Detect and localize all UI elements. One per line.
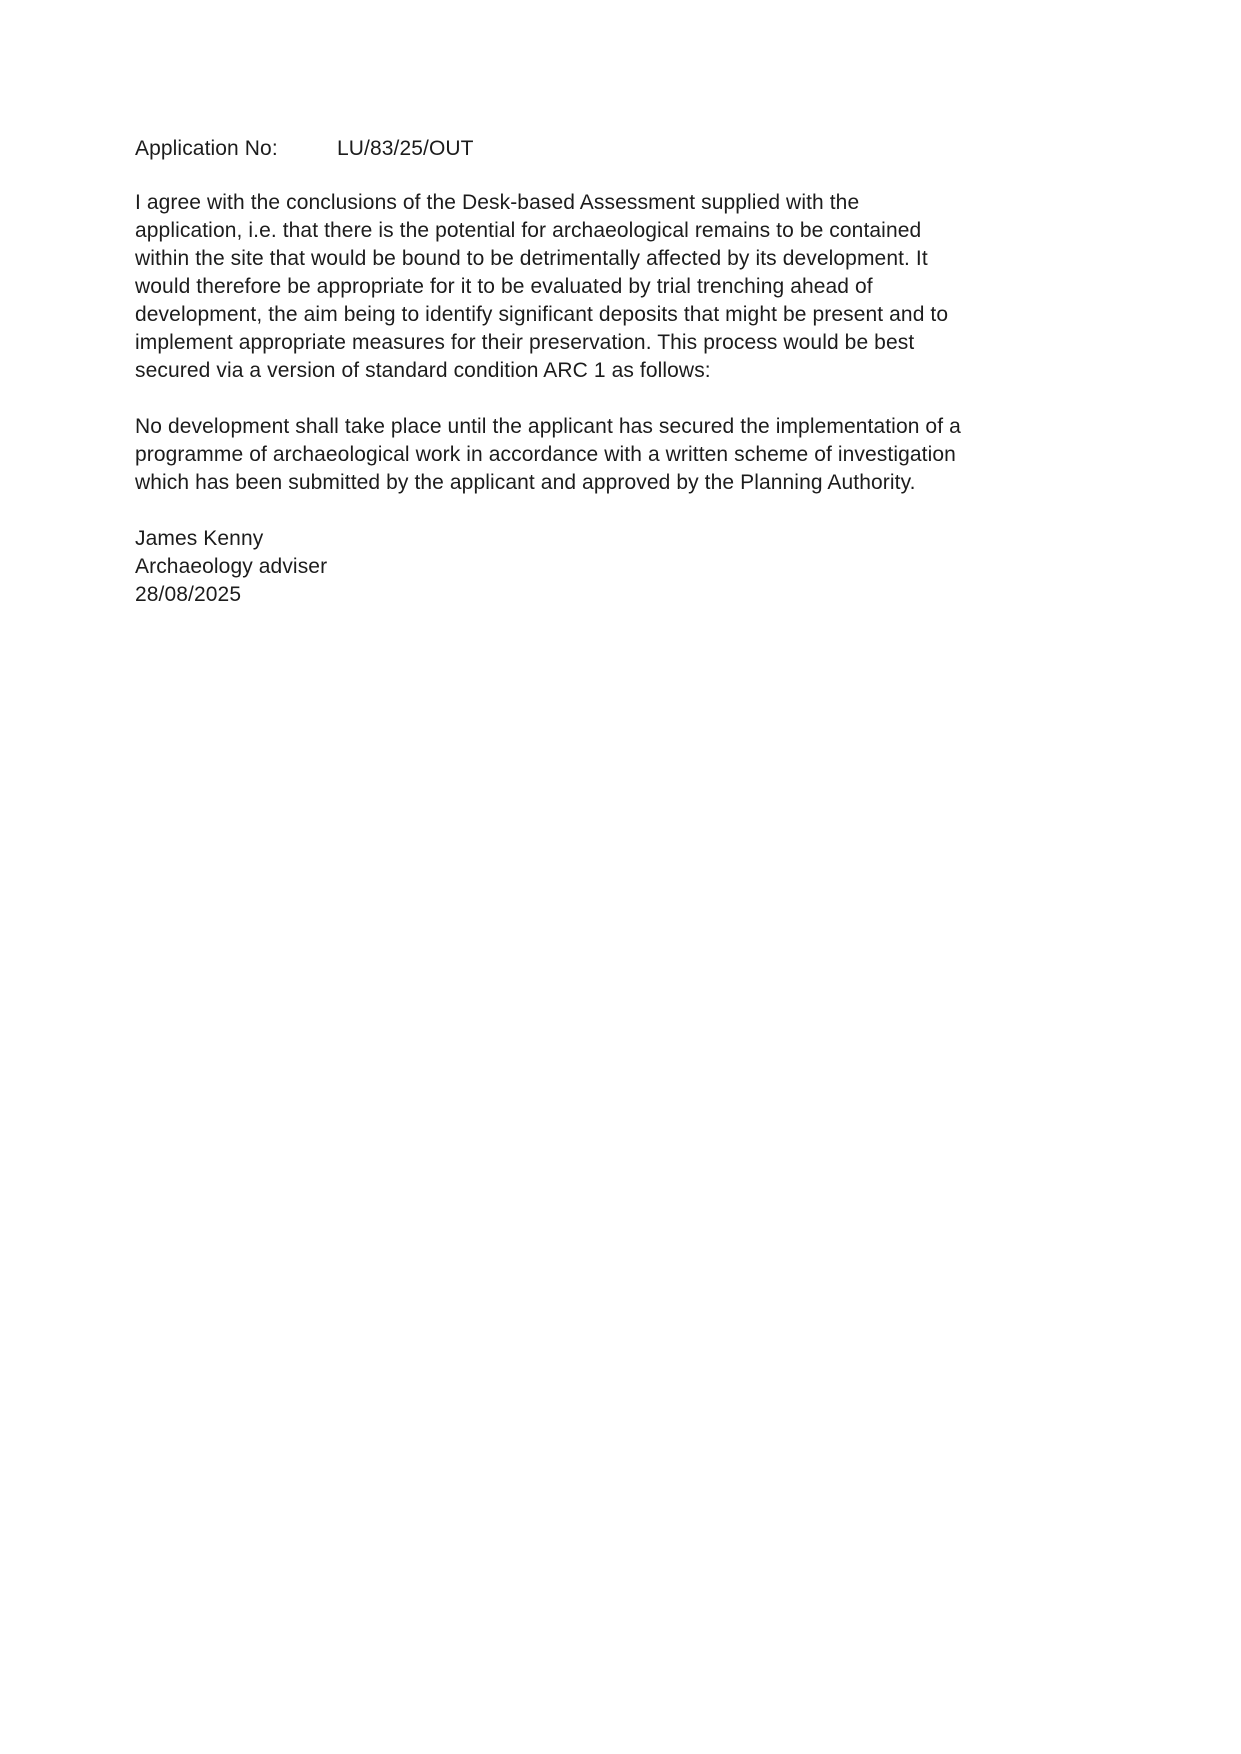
assessment-paragraph: I agree with the conclusions of the Desk-based Assessment supplied with the application, i.e. that there is the potential for archaeological remains to be contained within the site that would be bound to be detrimentally affected by its development. It would therefore be appropriate for it to be evaluated by trial trenching ahead of development, the aim being to identify significant deposits that might be present and to implement appropriate measures for their preservation. This process would be best secured via a version of standard condition ARC 1 as follows: xyxy=(135,191,949,382)
condition-paragraph: No development shall take place until the applicant has secured the implementation of a programme of archaeological work in accordance with a written scheme of investigation which has been submitted by the applicant and approved by the Planning Authority. xyxy=(135,415,961,494)
signature-date: 28/08/2025 xyxy=(135,583,242,606)
signature-name: James Kenny xyxy=(135,527,264,550)
application-number-line xyxy=(135,135,965,163)
signature-block xyxy=(135,525,965,609)
application-number-value: LU/83/25/OUT xyxy=(337,137,474,160)
application-number-label: Application No: xyxy=(135,137,278,160)
signature-title: Archaeology adviser xyxy=(135,555,328,578)
